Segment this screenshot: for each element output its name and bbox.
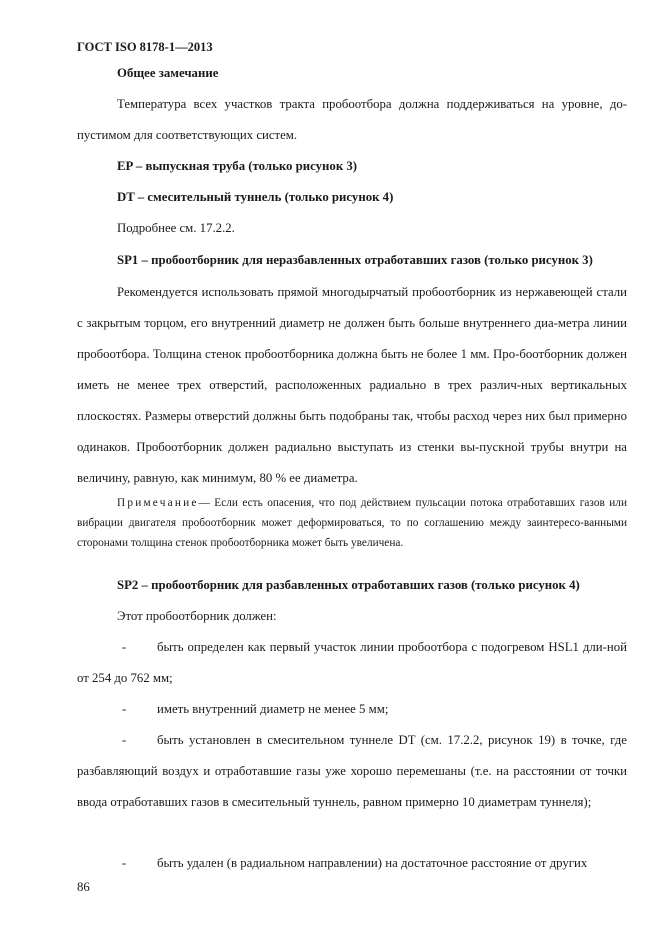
note-label: Примечание (117, 497, 199, 509)
sp1-text: Рекомендуется использовать прямой многодырчатый пробоотборник из нержавеющей стали с закрытым торцом, его внутренний диаметр не должен быть больше внутреннего диа-метра линии пробоотбора. Толщина стенок пробоотборника должна быть не более 1 мм. Про-боотборник должен иметь не менее трех отверстий, расположенных радиально в трех различ-ных вертикальных плоскостях. Размеры отверстий должны быть подобраны так, чтобы расход через них был примерно одинаков. Пробоотборник должен радиально выступать из стенки вы-пускной трубы внутри на величину, равную, как минимум, 80 % ее диаметра. (77, 285, 627, 485)
list-item-text: быть удален (в радиальном направлении) на достаточное расстояние от других (157, 856, 588, 870)
sp1-heading: SP1 – пробоотборник для неразбавленных отработавших газов (только рисунок 3) (117, 253, 593, 267)
bullet-dash: - (122, 856, 127, 870)
general-remark-heading: Общее замечание (117, 66, 219, 80)
detail-reference: Подробнее см. 17.2.2. (117, 221, 235, 235)
ep-line: EP – выпускная труба (только рисунок 3) (117, 159, 358, 173)
bullet-dash: - (122, 702, 127, 716)
list-item (77, 848, 627, 879)
list-item-text: иметь внутренний диаметр не менее 5 мм; (157, 702, 389, 716)
note-block (77, 493, 627, 553)
bullet-dash: - (122, 640, 127, 654)
general-remark-text: Температура всех участков тракта пробоотбора должна поддерживаться на уровне, до-пустимом для соответствующих систем. (77, 97, 627, 142)
note-text: Если есть опасения, что под действием пульсации потока отработавших газов или вибрации двигателя пробоотборник может деформироваться, то по соглашению между заинтересо-ванными сторонами толщина стенок пробоотборника может быть увеличена. (77, 497, 627, 549)
list-item (77, 632, 627, 694)
list-item-text: быть определен как первый участок линии пробоотбора с подогревом HSL1 дли-ной от 254 до 762 мм; (77, 640, 627, 685)
page-number: 86 (77, 880, 90, 894)
document-header: ГОСТ ISO 8178-1—2013 (77, 40, 213, 54)
sp2-heading: SP2 – пробоотборник для разбавленных отработавших газов (только рисунок 4) (117, 578, 580, 592)
dt-line: DT – смесительный туннель (только рисунок 4) (117, 190, 394, 204)
sp2-intro: Этот пробоотборник должен: (117, 609, 277, 623)
list-item-text: быть установлен в смесительном туннеле DT (см. 17.2.2, рисунок 19) в точке, где разбавляющий воздух и отработавшие газы уже хорошо перемешаны (т.е. на расстоянии от точки ввода отработавших газов в смесительный туннель, равном примерно 10 диаметрам туннеля); (77, 733, 627, 809)
note-dash: — (198, 497, 210, 509)
bullet-dash: - (122, 733, 127, 747)
list-item (77, 725, 627, 818)
list-item (77, 694, 627, 725)
